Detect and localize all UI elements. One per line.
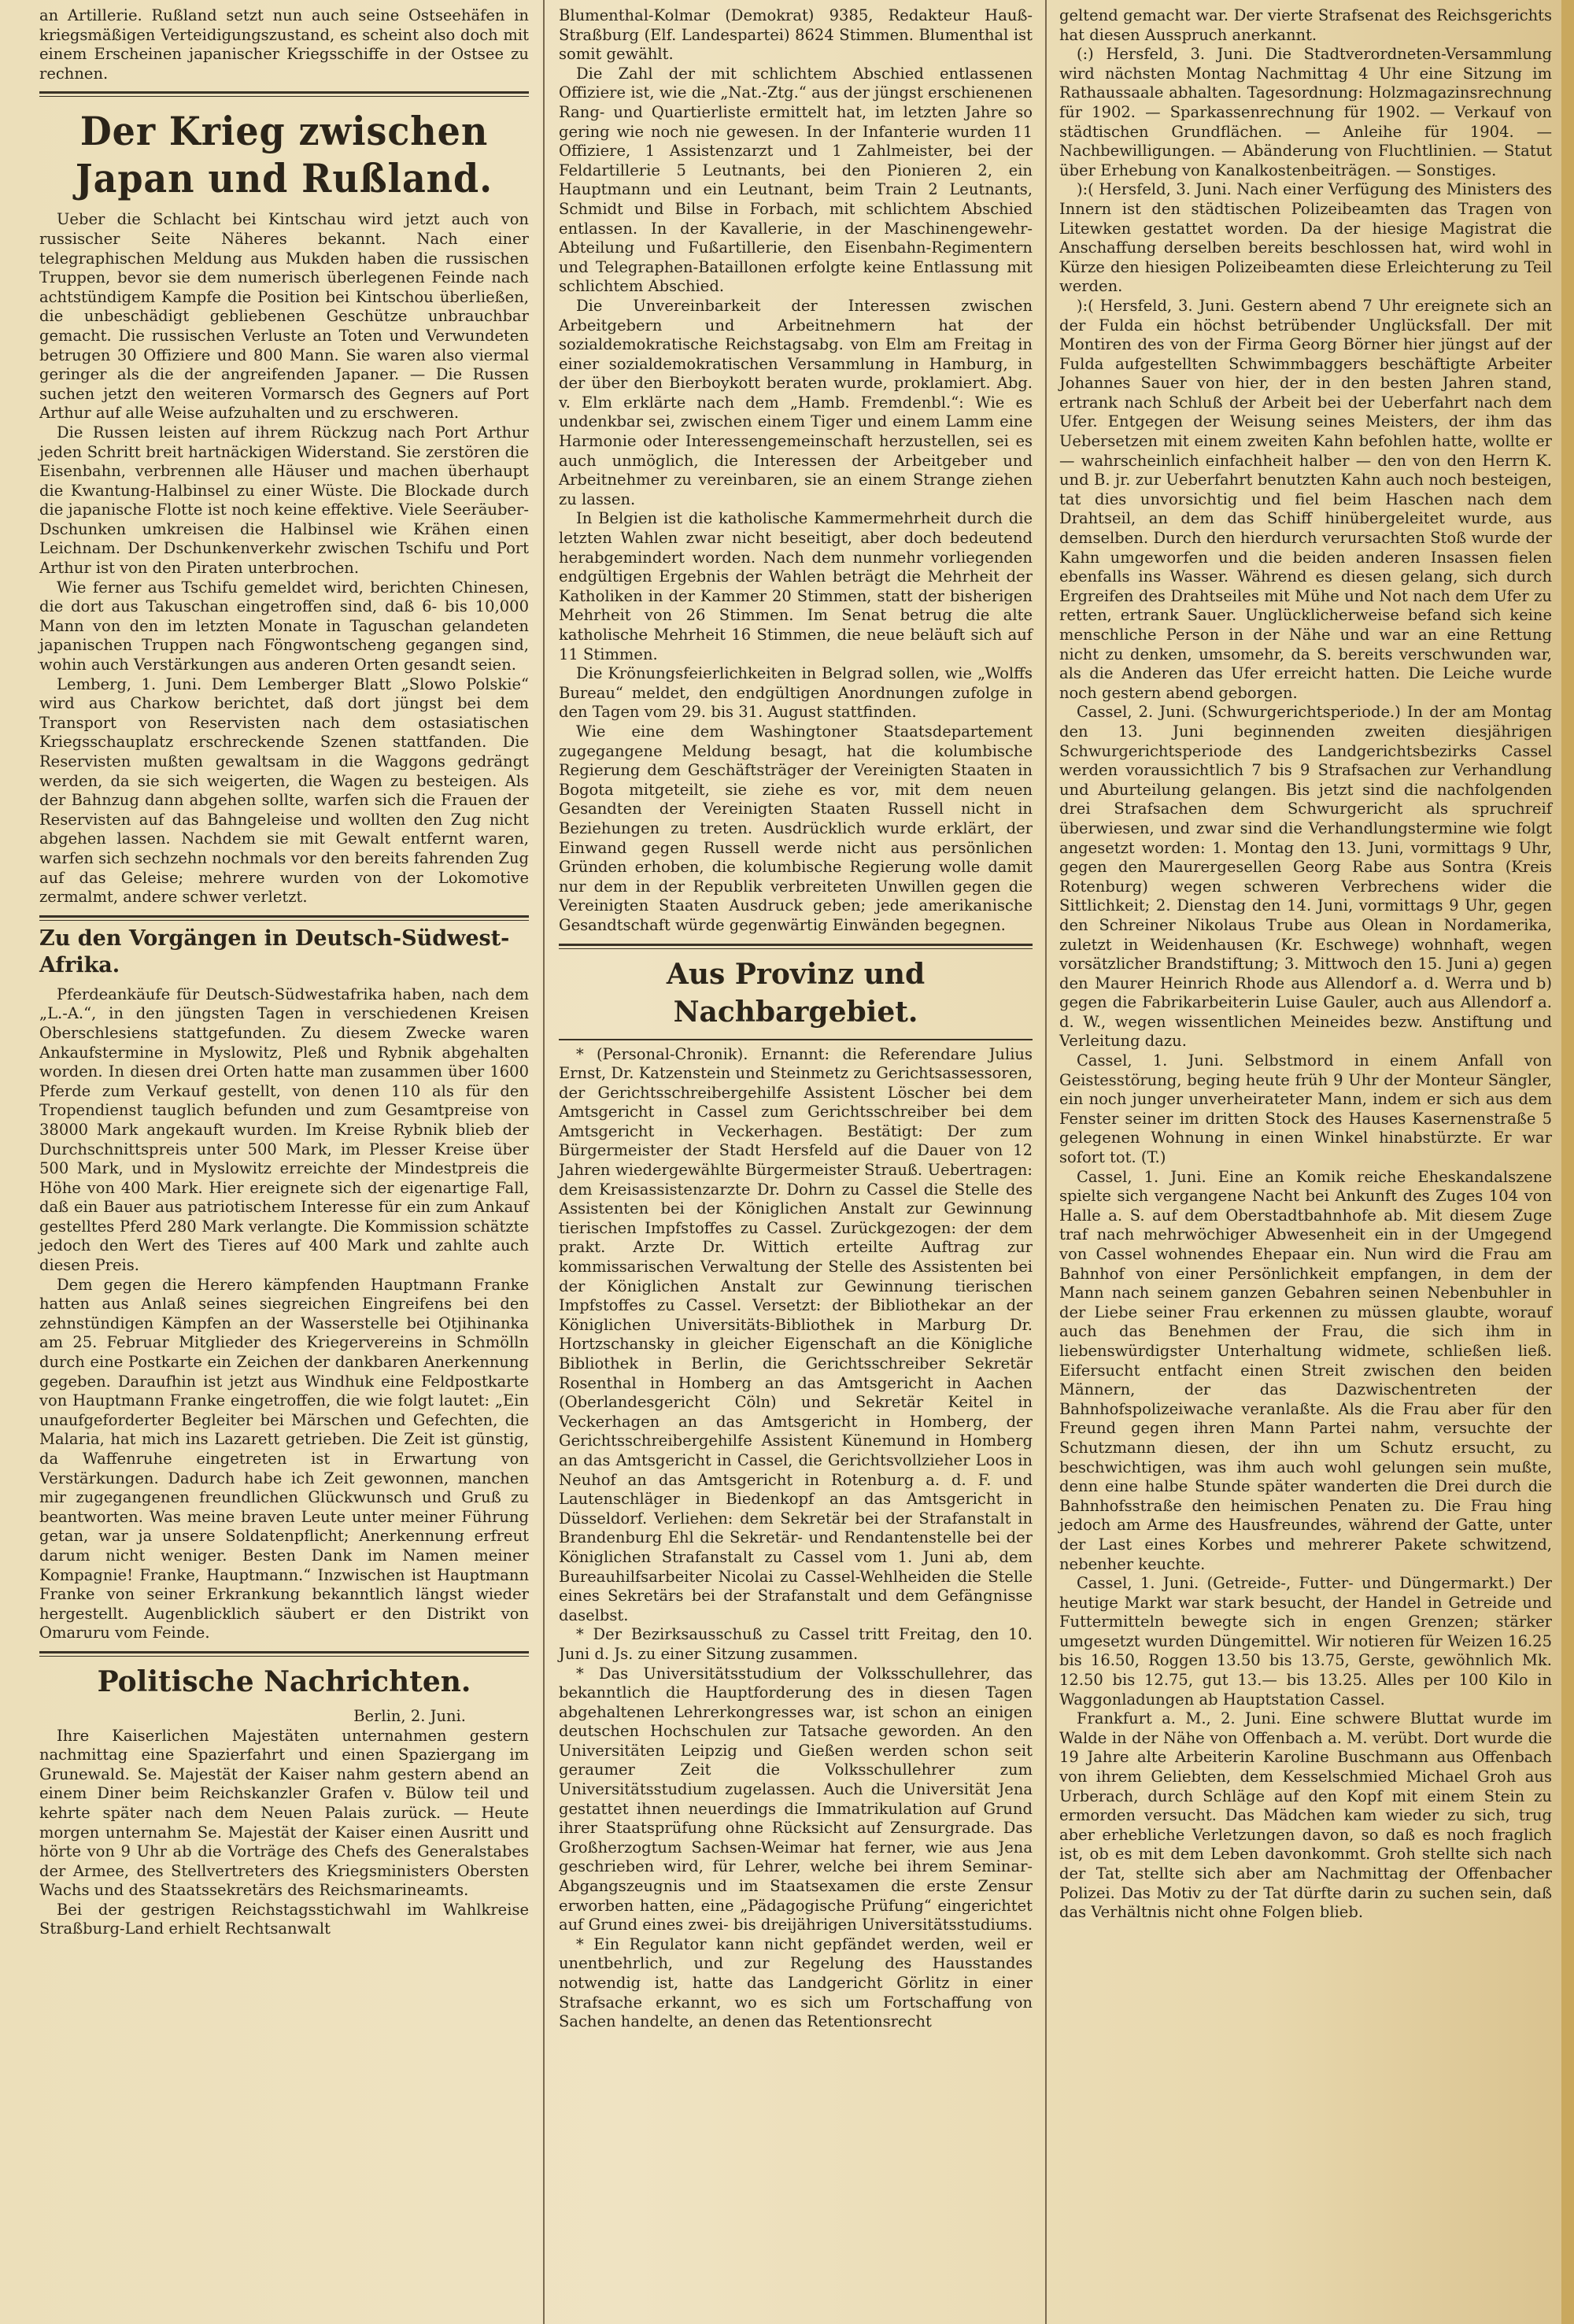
article-paragraph: Die Russen leisten auf ihrem Rückzug nach Port Arthur jeden Schritt breit hartnäckigen Widerstand. Sie zerstören die Eisenbahn, verbrennen alle Häuser und machen überhaupt die Kwantung-Halbinsel zu einer Wüste. Die Blockade durch die japanische Flotte ist noch keine effektive. Viele Seeräuber-Dschunken umkreisen die Halbinsel wie Krähen einen Leichnam. Der Dschunkenverkehr zwischen Tschifu und Port Arthur ist von den Piraten unterbrochen. [39, 423, 529, 578]
headline-suedwest-afrika: Zu den Vorgängen in Deutsch-Südwest-Afrika. [39, 926, 510, 977]
article-paragraph: * Der Bezirksausschuß zu Cassel tritt Freitag, den 10. Juni d. Js. zu einer Sitzung zusammen. [559, 1625, 1033, 1663]
section-divider [559, 944, 1033, 949]
article-paragraph: * Das Universitätsstudium der Volksschullehrer, das bekanntlich die Hauptforderung des in diesen Tagen abgehaltenen Lehrerkongresses war, ist schon an einigen deutschen Hochschulen zur Tatsache geworden. An den Universitäten Leipzig und Gießen werden schon seit geraumer Zeit die Volksschullehrer zum Universitätsstudium zugelassen. Auch die Universität Jena gestattet ihnen neuerdings die Immatrikulation auf Grund ihrer Staatsprüfung ohne Rücksicht auf Zensurgrade. Das Großherzogtum Sachsen-Weimar hat ferner, wie aus Jena geschrieben wird, für Lehrer, welche bei ihrem Seminar-Abgangszeugnis und im Staatsexamen die erste Zensur erworben hatten, eine „Pädagogische Prüfung“ eingerichtet auf Grund eines zwei- bis dreijährigen Universitätsstudiums. [559, 1664, 1033, 1934]
column-1 [31, 0, 537, 2324]
article-paragraph: Cassel, 2. Juni. (Schwurgerichtsperiode.) In der am Montag den 13. Juni beginnenden zweiten diesjährigen Schwurgerichtsperiode des Landgerichtsbezirks Cassel werden voraussichtlich 7 bis 9 Strafsachen zur Verhandlung und Aburteilung gelangen. Bis jetzt sind die nachfolgenden drei Strafsachen dem Schwurgericht als spruchreif überwiesen, und zwar sind die Verhandlungstermine wie folgt angesetzt worden: 1. Montag den 13. Juni, vormittags 9 Uhr, gegen den Maurergesellen Georg Rabe aus Sontra (Kreis Rotenburg) wegen schweren Verbrechens wider die Sittlichkeit; 2. Dienstag den 14. Juni, vormittags 9 Uhr, gegen den Schreiner Nikolaus Trube aus Olean in Nordamerika, zuletzt in Weidenhausen (Kr. Eschwege) wohnhaft, wegen vorsätzlicher Brandstiftung; 3. Mittwoch den 15. Juni a) gegen den Maurer Heinrich Rhode aus Allendorf a. d. Werra und b) gegen die Fabrikarbeiterin Luise Gauler, auch aus Allendorf a. d. W., wegen wissentlichen Meineides bezw. Anstiftung und Verleitung dazu. [1059, 703, 1552, 1051]
article-paragraph: Cassel, 1. Juni. Selbstmord in einem Anfall von Geistesstörung, beging heute früh 9 Uhr der Monteur Sängler, ein noch junger unverheirateter Mann, indem er sich aus dem Fenster seiner im dritten Stock des Hauses Kasernenstraße 5 gelegenen Wohnung in einen Winkel hinabstürzte. Er war sofort tot. (T.) [1059, 1051, 1552, 1167]
column-3 [1051, 0, 1560, 2324]
section-divider [39, 915, 529, 921]
article-paragraph: Ihre Kaiserlichen Majestäten unternahmen gestern nachmittag eine Spazierfahrt und einen Spaziergang im Grunewald. Se. Majestät der Kaiser nahm gestern abend an einem Diner beim Reichskanzler Grafen v. Bülow teil und kehrte später nach dem Neuen Palais zurück. — Heute morgen unternahm Se. Majestät der Kaiser einen Ausritt und hörte von 9 Uhr ab die Vorträge des Chefs des Generalstabes der Armee, des Stellvertreters des Kriegsministers Obersten Wachs und des Staatssekretärs des Reichsmarineamts. [39, 1726, 529, 1900]
article-paragraph: (:) Hersfeld, 3. Juni. Die Stadtverordneten-Versammlung wird nächsten Montag Nachmittag 4 Uhr eine Sitzung im Rathaussaale abhalten. Tagesordnung: Holzmagazinsrechnung für 1902. — Sparkassenrechnung für 1902. — Verkauf von städtischen Grundflächen. — Anleihe für 1904. — Nachbewilligungen. — Abänderung von Fluchtlinien. — Statut über Erhebung von Kanalkostenbeiträgen. — Sonstiges. [1059, 45, 1552, 179]
article-paragraph: Bei der gestrigen Reichstagsstichwahl im Wahlkreise Straßburg-Land erhielt Rechtsanwalt [39, 1900, 529, 1938]
article-paragraph: * Ein Regulator kann nicht gepfändet werden, weil er unentbehrlich, und zur Regelung des Hausstandes notwendig ist, hatte das Landgericht Görlitz in einer Strafsache erkannt, wo es sich um Fortschaffung von Sachen handelte, an denen das Retentionsrecht [559, 1934, 1033, 2031]
section-divider [559, 1039, 1033, 1040]
article-paragraph: Cassel, 1. Juni. (Getreide-, Futter- und Düngermarkt.) Der heutige Markt war stark besucht, der Handel in Getreide und Futtermitteln bewegte sich in engen Grenzen; stärker umgesetzt wurden Düngemittel. Wir notieren für Weizen 16.25 bis 16.50, Roggen 13.50 bis 13.75, Gerste, gewöhnlich Mk. 12.50 bis 12.75, gut 13.— bis 13.25. Alles per 100 Kilo in Waggonladungen ab Hauptstation Cassel. [1059, 1574, 1552, 1709]
article-paragraph: Dem gegen die Herero kämpfenden Hauptmann Franke hatten aus Anlaß seines siegreichen Eingreifens bei den zehnstündigen Kämpfen an der Wasserstelle bei Otjihinanka am 25. Februar Mitglieder des Kriegervereins in Schmölln durch eine Postkarte ein Zeichen der dankbaren Anerkennung gegeben. Daraufhin ist jetzt aus Windhuk eine Feldpostkarte von Hauptmann Franke eingetroffen, die wie folgt lautet: „Ein unaufgeforderter Begleiter bei Märschen und Gefechten, die Malaria, hat mich ins Lazarett getrieben. Die Zeit ist günstig, da Waffenruhe eingetreten ist in Erwartung von Verstärkungen. Dadurch habe ich Zeit gewonnen, manchen mir zugegangenen freundlichen Glückwunsch und Gruß zu beantworten. Was meine braven Leute unter meiner Führung getan, war ja unsere Soldatenpflicht; Anerkennung erfreut darum nicht weniger. Besten Dank im Namen meiner Kompagnie! Franke, Hauptmann.“ Inzwischen ist Hauptmann Franke von seiner Erkrankung bekanntlich längst wieder hergestellt. Augenblicklich säubert er den Distrikt von Omaruru vom Feinde. [39, 1275, 529, 1642]
page-fold-edge [1561, 0, 1574, 2324]
article-text: an Artillerie. Rußland setzt nun auch seine Ostseehäfen in kriegsmäßigen Verteidigungszustand, es scheint also doch mit einem Erscheinen japanischer Kriegsschiffe in der Ostsee zu rechnen. [39, 6, 529, 83]
article-paragraph: geltend gemacht war. Der vierte Strafsenat des Reichsgerichts hat diesen Ausspruch anerkannt. [1059, 6, 1552, 44]
headline-politische-nachrichten: Politische Nachrichten. [97, 1664, 471, 1698]
article-paragraph: ):( Hersfeld, 3. Juni. Gestern abend 7 Uhr ereignete sich an der Fulda ein höchst betrübender Unglücksfall. Der mit Montiren des von der Firma Georg Börner hier jüngst auf der Fulda aufgestellten Schwimmbaggers beschäftigte Arbeiter Johannes Sauer von hier, der in den besten Jahren stand, ertrank nach Schluß der Arbeit bei der Ueberfahrt nach dem Ufer. Entgegen der Weisung seines Meisters, der ihm das Uebersetzen mit einem zweiten Kahn befohlen hatte, wollte er — wahrscheinlich einfachheit halber — den von den Herrn K. und B. jr. zur Ueberfahrt benutzten Kahn auch noch besteigen, tat dies unvorsichtig und fiel beim Haschen nach dem Drahtseil, an dem das Schiff hinübergeleitet wurde, aus demselben. Durch den hierdurch verursachten Stoß wurde der Kahn umgeworfen und die beiden anderen Insassen fielen ebenfalls ins Wasser. Während es diesen gelang, sich durch Ergreifen des Drahtseiles mit Mühe und Not nach dem Ufer zu retten, ertrank Sauer. Unglücklicherweise befand sich keine menschliche Person in der Nähe und war an eine Rettung nicht zu denken, umsomehr, da S. bereits verschwunden war, als die Anderen das Ufer erreicht hatten. Die Leiche wurde noch gestern abend geborgen. [1059, 296, 1552, 702]
column-2 [551, 0, 1040, 2324]
headline-krieg: Der Krieg zwischen Japan und Rußland. [75, 108, 493, 202]
dateline: Berlin, 2. Juni. [353, 1706, 466, 1725]
section-divider [39, 91, 529, 97]
article-paragraph: Die Krönungsfeierlichkeiten in Belgrad sollen, wie „Wolffs Bureau“ meldet, den endgültigen Anordnungen zufolge in den Tagen vom 29. bis 31. August stattfinden. [559, 664, 1033, 722]
article-paragraph: ):( Hersfeld, 3. Juni. Nach einer Verfügung des Ministers des Innern ist den städtischen Polizeibeamten das Tragen von Litewken gestattet worden. Da der hiesige Magistrat die Anschaffung derselben bereits beschlossen hat, wird wohl in Kürze den hiesigen Polizeibeamten diese Erleichterung zu Teil werden. [1059, 180, 1552, 296]
article-paragraph: Lemberg, 1. Juni. Dem Lemberger Blatt „Slowo Polskie“ wird aus Charkow berichtet, daß dort jüngst bei dem Transport von Reservisten nach dem ostasiatischen Kriegsschauplatz erschreckende Szenen stattfanden. Die Reservisten mußten gewaltsam in die Waggons gedrängt werden, da sie sich weigerten, die Wagen zu besteigen. Als der Bahnzug dann abgehen sollte, warfen sich die Frauen der Reservisten auf das Bahngeleise und wollten den Zug nicht abgehen lassen. Nachdem sie mit Gewalt entfernt waren, warfen sich sechzehn nochmals vor den bereits fahrenden Zug auf das Geleise; mehrere wurden von der Lokomotive zermalmt, andere schwer verletzt. [39, 674, 529, 907]
article-paragraph: Die Zahl der mit schlichtem Abschied entlassenen Offiziere ist, wie die „Nat.-Ztg.“ aus der jüngst erschienenen Rang- und Quartierliste ermittelt hat, im letzten Jahre so gering wie noch nie gewesen. In der Infanterie wurden 11 Offiziere, 1 Assistenzarzt und 1 Zahlmeister, bei der Feldartillerie 5 Leutnants, bei den Pionieren 2, ein Hauptmann und ein Leutnant, beim Train 2 Leutnants, Schmidt und Bilse in Forbach, mit schlichtem Abschied entlassen. In der Kavallerie, in der Maschinengewehr-Abteilung und Fußartillerie, den Eisenbahn-Regimentern und Telegraphen-Bataillonen erfolgte keine Entlassung mit schlichtem Abschied. [559, 64, 1033, 296]
article-paragraph: Pferdeankäufe für Deutsch-Südwestafrika haben, nach dem „L.-A.“, in den jüngsten Tagen in verschiedenen Kreisen Oberschlesiens stattgefunden. Zu diesem Zwecke waren Ankaufstermine in Myslowitz, Pleß und Rybnik abgehalten worden. In diesen drei Orten hatte man zusammen über 1600 Pferde zum Verkauf gestellt, von denen 110 als für den Tropendienst tauglich befunden und zum Gesamtpreise von 38000 Mark angekauft wurden. Im Kreise Rybnik blieb der Durchschnittspreis unter 500 Mark, im Plesser Kreise über 500 Mark, und in Myslowitz erreichte der Mindestpreis die Höhe von 400 Mark. Hier ereignete sich der eigenartige Fall, daß ein Bauer aus patriotischem Interesse für ein zum Ankauf gestelltes Pferd 280 Mark verlangte. Die Kommission schätzte jedoch den Wert des Tieres auf 400 Mark und zahlte auch diesen Preis. [39, 985, 529, 1275]
section-divider [39, 1651, 529, 1657]
article-paragraph: * (Personal-Chronik). Ernannt: die Referendare Julius Ernst, Dr. Katzenstein und Steinmetz zu Gerichtsassessoren, der Gerichtsschreibergehilfe Assistent Löscher bei dem Amtsgericht in Cassel zum Gerichtsschreiber bei dem Amtsgericht in Veckerhagen. Bestätigt: Der zum Bürgermeister der Stadt Hersfeld auf die Dauer von 12 Jahren wiedergewählte Bürgermeister Strauß. Uebertragen: dem Kreisassistenzarzte Dr. Dohrn zu Cassel die Stelle des Assistenten bei der Königlichen Anstalt zur Gewinnung tierischen Impfstoffes zu Cassel. Zurückgezogen: der dem prakt. Arzte Dr. Wittich erteilte Auftrag zur kommissarischen Verwaltung der Stelle des Assistenten bei der Königlichen Anstalt zur Gewinnung tierischen Impfstoffes zu Cassel. Versetzt: der Bibliothekar an der Königlichen Universitäts-Bibliothek in Marburg Dr. Hortzschansky in gleicher Eigenschaft an die Königliche Bibliothek in Berlin, die Gerichtsschreiber Sekretär Rosenthal in Homberg an das Amtsgericht in Aachen (Oberlandesgericht Cöln) und Sekretär Keitel in Veckerhagen an das Amtsgericht in Homberg, der Gerichtsschreibergehilfe Assistent Künemund in Homberg an das Amtsgericht in Cassel, die Gerichtsvollzieher Loos in Neuhof an das Amtsgericht in Rotenburg a. d. F. und Lautenschläger in Biedenkopf an das Amtsgericht in Düsseldorf. Verliehen: dem Sekretär bei der Strafanstalt in Brandenburg Ehl die Sekretär- und Rendantenstelle bei der Königlichen Strafanstalt zu Cassel vom 1. Juni ab, dem Bureauhilfsarbeiter Nicolai zu Cassel-Wehlheiden die Stelle eines Sekretärs bei der Strafanstalt und dem Gefängnisse daselbst. [559, 1044, 1033, 1624]
article-paragraph: Frankfurt a. M., 2. Juni. Eine schwere Bluttat wurde im Walde in der Nähe von Offenbach a. M. verübt. Dort wurde die 19 Jahre alte Arbeiterin Karoline Buschmann aus Offenbach von ihrem Geliebten, dem Kesselschmied Michael Groh aus Urberach, durch Schläge auf den Kopf mit einem Stein zu ermorden versucht. Das Mädchen kam wieder zu sich, trug aber erhebliche Verletzungen davon, so daß es noch fraglich ist, ob es mit dem Leben davonkommt. Groh stellte sich nach der Tat, stellte sich aber am Nachmittag der Offenbacher Polizei. Das Motiv zu der Tat dürfte darin zu suchen sein, daß das Verhältnis nicht ohne Folgen blieb. [1059, 1709, 1552, 1922]
column-rule-left [543, 0, 545, 2324]
article-paragraph: Cassel, 1. Juni. Eine an Komik reiche Eheskandalszene spielte sich vergangene Nacht bei Ankunft des Zuges 104 von Halle a. S. auf dem Oberstadtbahnhofe ab. Mit diesem Zuge traf nach mehrwöchiger Abwesenheit ein in der Umgegend von Cassel wohnendes Ehepaar ein. Nun wird die Frau am Bahnhof von einer Persönlichkeit empfangen, in dem der Mann nach seinem ganzen Gebahren seinen Nebenbuhler in der Liebe seiner Frau erkennen zu müssen glaubte, worauf auch das Benehmen der Frau, die sich ihm in liebenswürdigster Unterhaltung widmete, schließen ließ. Eifersucht entfacht einen Streit zwischen den beiden Männern, der das Dazwischentreten der Bahnhofspolizeiwache veranlaßte. Als die Frau aber für den Freund gegen ihren Mann Partei nahm, versuchte der Schutzmann diesen, der ihn um Schutz ersucht, zu beschwichtigen, was ihm auch wohl gelungen sein mußte, denn eine halbe Stunde später wanderten die Drei durch die Bahnhofsstraße den heimischen Penaten zu. Die Frau hing jedoch am Arme des Hausfreundes, während der Gatte, unter der Last eines Korbes und mehrerer Pakete schwitzend, nebenher keuchte. [1059, 1167, 1552, 1573]
article-paragraph: Blumenthal-Kolmar (Demokrat) 9385, Redakteur Hauß-Straßburg (Elf. Landespartei) 8624 Stimmen. Blumenthal ist somit gewählt. [559, 6, 1033, 64]
article-paragraph: Wie ferner aus Tschifu gemeldet wird, berichten Chinesen, die dort aus Takuschan eingetroffen sind, daß 6- bis 10,000 Mann von den im letzten Monate in Taguschan gelandeten japanischen Truppen nach Föngwontscheng gegangen sind, wohin auch Verstärkungen aus anderen Orten gesandt seien. [39, 578, 529, 674]
article-paragraph: Ueber die Schlacht bei Kintschau wird jetzt auch von russischer Seite Näheres bekannt. Nach einer telegraphischen Meldung aus Mukden haben die russischen Truppen, bevor sie dem numerisch überlegenen Feinde nach achtstündigem Kampfe die Position bei Kintschou überließen, die unbeschädigt gebliebenen Geschütze unbrauchbar gemacht. Die russischen Verluste an Toten und Verwundeten betrugen 30 Offiziere und 800 Mann. Sie waren also viermal geringer als die der angreifenden Japaner. — Die Russen suchen jetzt den weiteren Vormarsch des Gegners auf Port Arthur auf alle Weise aufzuhalten und zu erschweren. [39, 210, 529, 423]
article-paragraph: Die Unvereinbarkeit der Interessen zwischen Arbeitgebern und Arbeitnehmern hat der sozialdemokratische Reichstagsabg. von Elm am Freitag in einer sozialdemokratischen Versammlung in Hamburg, in der über den Bierboykott beraten wurde, proklamiert. Abg. v. Elm erklärte nach dem „Hamb. Fremdenbl.“: Wie es undenkbar sei, zwischen einem Tiger und einem Lamm eine Harmonie oder Interessengemeinschaft herzustellen, sei es auch unmöglich, die Interessen der Arbeitgeber und Arbeitnehmer zu vereinbaren, sie an einem Strange ziehen zu lassen. [559, 296, 1033, 508]
article-paragraph: Wie eine dem Washingtoner Staatsdepartement zugegangene Meldung besagt, hat die kolumbische Regierung dem Geschäftsträger der Vereinigten Staaten in Bogota mitgeteilt, sie ziehe es vor, mit dem neuen Gesandten der Vereinigten Staaten Russell nicht in Beziehungen zu treten. Ausdrücklich wurde erklärt, der Einwand gegen Russell werde nicht aus persönlichen Gründen erhoben, die kolumbische Regierung wolle damit nur dem in der Republik verbreiteten Unwillen gegen die Vereinigten Staaten Ausdruck geben; jede amerikanische Gesandtschaft würde gegenwärtig Einwänden begegnen. [559, 722, 1033, 934]
article-paragraph: In Belgien ist die katholische Kammermehrheit durch die letzten Wahlen zwar nicht beseitigt, aber doch bedeutend herabgemindert worden. Nach dem nunmehr vorliegenden endgültigen Ergebnis der Wahlen beträgt die Mehrheit der Katholiken in der Kammer 20 Stimmen, statt der bisherigen Mehrheit von 26 Stimmen. Im Senat betrug die alte katholische Mehrheit 16 Stimmen, die neue beläuft sich auf 11 Stimmen. [559, 509, 1033, 663]
column-rule-right [1045, 0, 1047, 2324]
headline-provinz: Aus Provinz und Nachbargebiet. [666, 957, 926, 1029]
